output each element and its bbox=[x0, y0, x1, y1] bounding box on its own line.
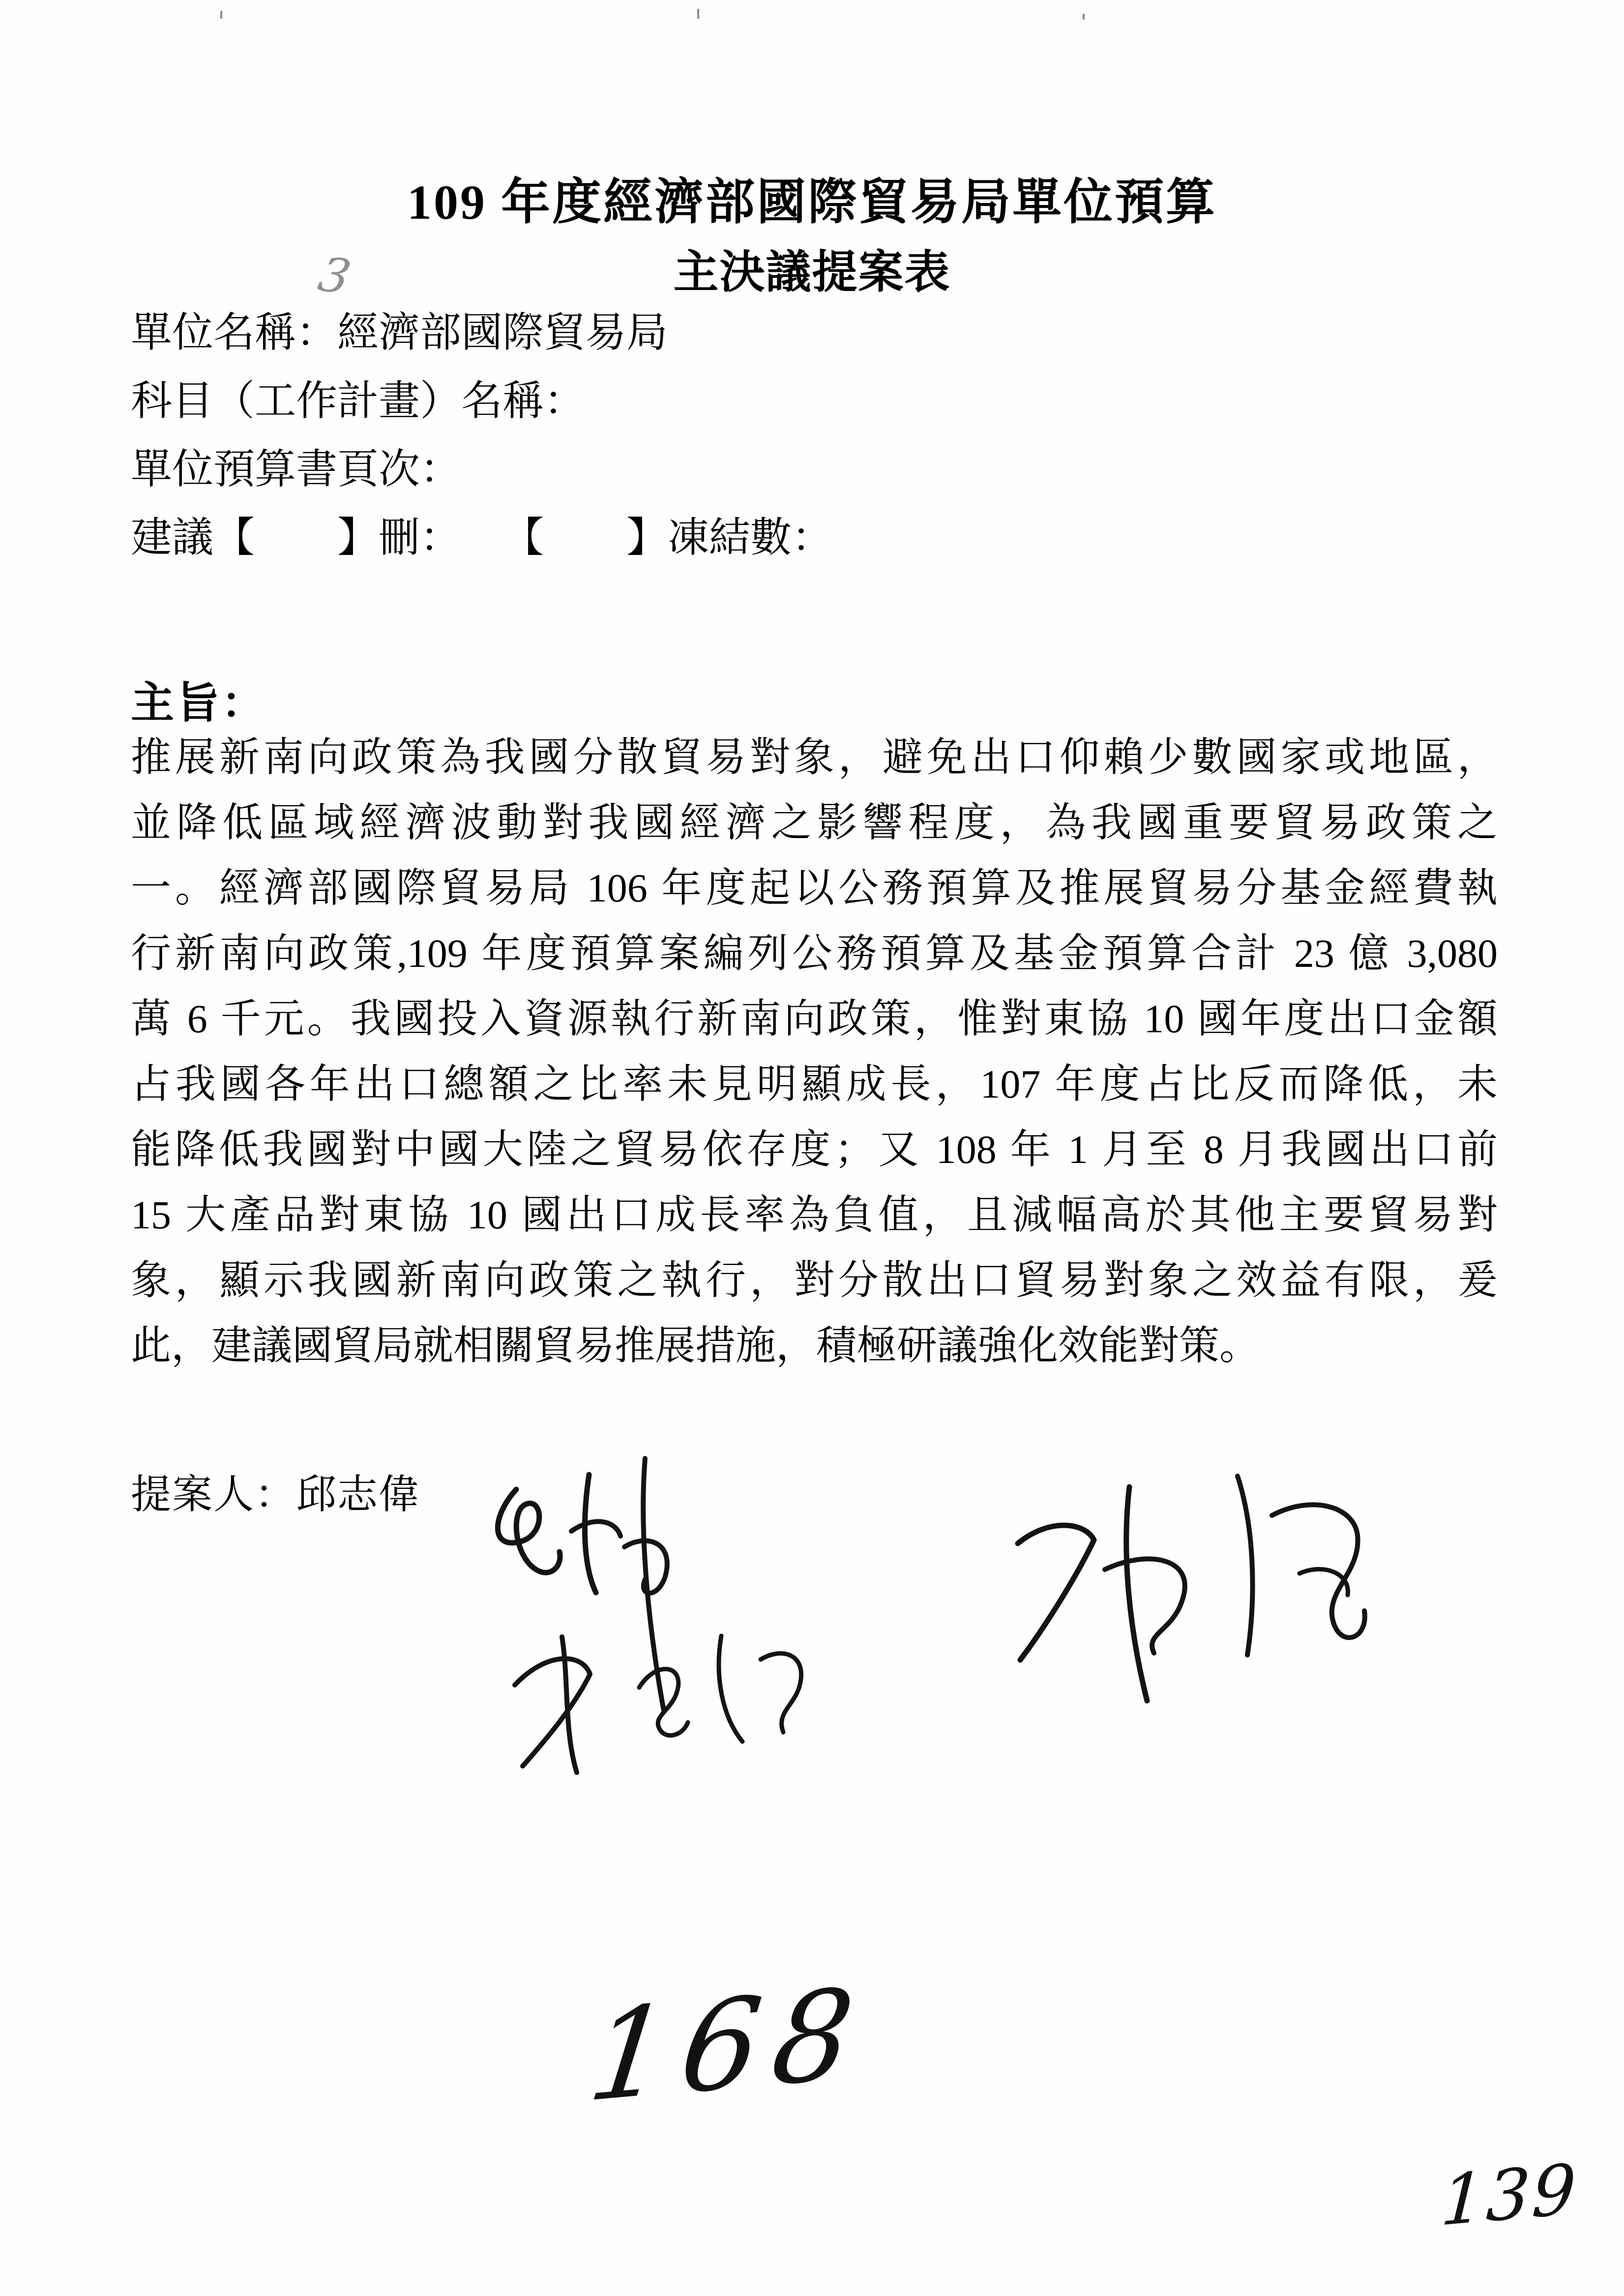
scan-speck bbox=[697, 9, 699, 19]
field-work-plan-name bbox=[131, 367, 1517, 436]
subject-body-line: 並降低區域經濟波動對我國經濟之影響程度，為我國重要貿易政策之 bbox=[131, 800, 1498, 845]
proposer-label: 提案人： bbox=[131, 1472, 296, 1517]
field-work-plan-name-label: 科目（工作計畫）名稱： bbox=[131, 378, 586, 424]
subject-body-line: 能降低我國對中國大陸之貿易依存度；又 108 年 1 月至 8 月我國出口前 bbox=[131, 1127, 1498, 1172]
signature-cosigner-1-strokes bbox=[489, 1601, 816, 1778]
field-proposed-cut-freeze-label: 建議【 】刪： 【 】凍結數： bbox=[131, 515, 833, 561]
field-unit-name bbox=[131, 299, 1517, 367]
subject-body-line: 此，建議國貿局就相關貿易推展措施，積極研議強化效能對策。 bbox=[131, 1323, 1260, 1368]
proposer-name: 邱志偉 bbox=[296, 1472, 420, 1517]
field-budget-book-page-label: 單位預算書頁次： bbox=[131, 447, 462, 493]
subject-heading: 主旨： bbox=[131, 680, 267, 727]
subject-body-line: 占我國各年出口總額之比率未見明顯成長，107 年度占比反而降低，未 bbox=[131, 1062, 1498, 1106]
handwritten-page-number-center: 168 bbox=[581, 1960, 875, 2130]
header-fields bbox=[131, 299, 1517, 572]
subject-body bbox=[131, 725, 1498, 1378]
field-unit-name-label: 單位名稱： bbox=[131, 310, 338, 356]
scan-speck bbox=[1083, 14, 1085, 20]
subject-body-line: 象，顯示我國新南向政策之執行，對分散出口貿易對象之效益有限，爰 bbox=[131, 1258, 1498, 1303]
signature-cosigner-1 bbox=[489, 1601, 816, 1778]
signature-cosigner-2 bbox=[981, 1448, 1382, 1711]
handwritten-annotation-3: 3 bbox=[313, 247, 356, 305]
field-budget-book-page bbox=[131, 436, 1517, 504]
subject-body-line: 行新南向政策,109 年度預算案編列公務預算及基金預算合計 23 億 3,080 bbox=[131, 931, 1498, 976]
subject-body-line: 一。經濟部國際貿易局 106 年度起以公務預算及推展貿易分基金經費執 bbox=[131, 866, 1498, 910]
subject-body-line: 推展新南向政策為我國分散貿易對象，避免出口仰賴少數國家或地區， bbox=[131, 735, 1498, 780]
proposer-line bbox=[131, 1462, 420, 1520]
subject-body-line: 萬 6 千元。我國投入資源執行新南向政策，惟對東協 10 國年度出口金額 bbox=[131, 996, 1498, 1041]
field-proposed-cut-freeze bbox=[131, 504, 1517, 572]
signature-cosigner-2-strokes bbox=[981, 1448, 1382, 1711]
scan-speck bbox=[220, 11, 222, 19]
handwritten-page-number-corner: 139 bbox=[1439, 2149, 1580, 2242]
subject-body-line: 15 大產品對東協 10 國出口成長率為負值，且減幅高於其他主要貿易對 bbox=[131, 1192, 1498, 1237]
document-subtitle: 主決議提案表 bbox=[673, 247, 951, 297]
document-title: 109 年度經濟部國際貿易局單位預算 bbox=[407, 175, 1217, 230]
field-unit-name-value: 經濟部國際貿易局 bbox=[337, 310, 668, 356]
